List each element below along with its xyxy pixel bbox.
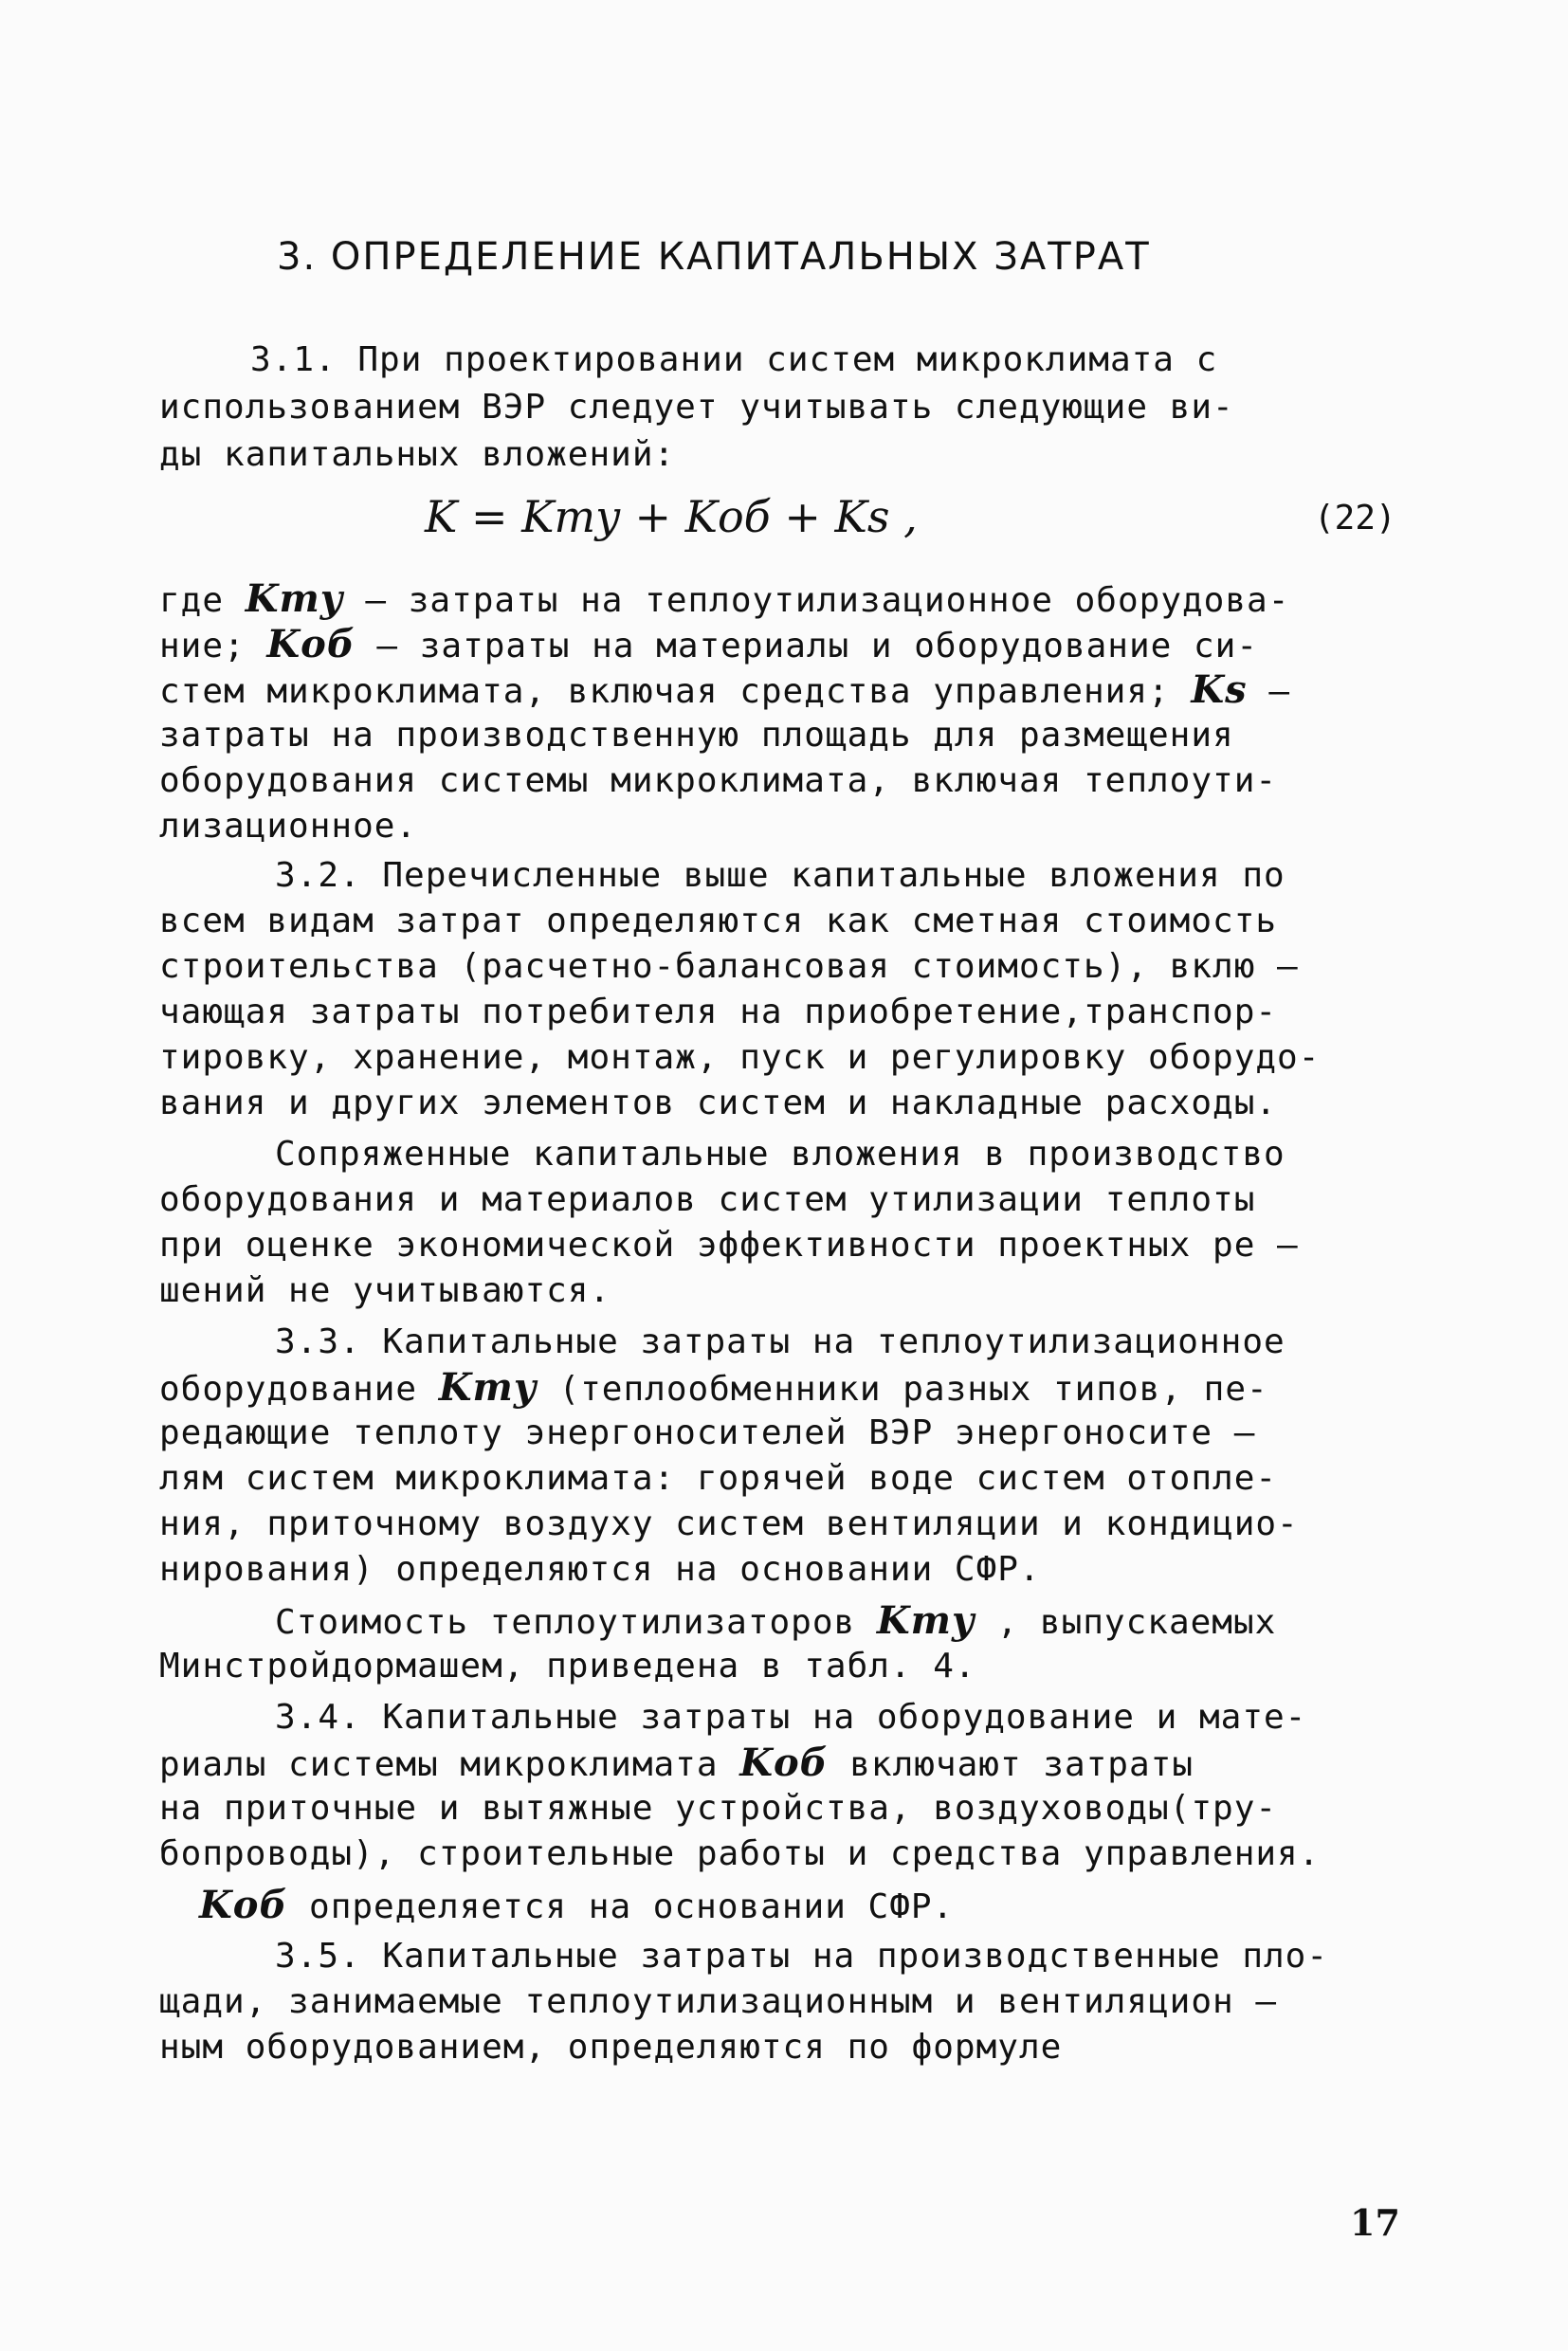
text-fragment: – затраты на материалы и оборудование си- — [355, 627, 1259, 665]
text-fragment: – затраты на теплоутилизационное оборудова- — [343, 581, 1290, 620]
paragraph-line: лизационное. — [159, 807, 418, 846]
paragraph-line: при оценке экономической эффективности проектных ре – — [159, 1226, 1299, 1265]
formula-22: K = Kту + Kоб + Ks , — [425, 491, 918, 542]
paragraph-line: ным оборудованием, определяются по формуле — [159, 2028, 1063, 2067]
paragraph-line: 3.3. Капитальные затраты на теплоутилизационное — [275, 1322, 1285, 1361]
paragraph-line: использованием ВЭР следует учитывать следующие ви- — [159, 388, 1234, 427]
paragraph-line: всем видам затрат определяются как сметная стоимость — [159, 902, 1278, 940]
text-fragment: оборудование — [159, 1370, 439, 1409]
symbol-k-s: Ks — [1191, 667, 1248, 712]
paragraph-line: оборудования системы микроклимата, включая теплоути- — [159, 761, 1278, 800]
paragraph-line: вания и других элементов систем и накладные расходы. — [159, 1084, 1278, 1122]
page-number: 17 — [1350, 2201, 1400, 2244]
text-fragment: , выпускаемых — [975, 1603, 1277, 1642]
paragraph-line: ния, приточному воздуху систем вентиляции и кондицио- — [159, 1504, 1299, 1543]
section-heading: 3. ОПРЕДЕЛЕНИЕ КАПИТАЛЬНЫХ ЗАТРАТ — [277, 235, 1151, 279]
paragraph-line: ды капитальных вложений: — [159, 435, 676, 474]
paragraph-line: лям систем микроклимата: горячей воде систем отопле- — [159, 1459, 1278, 1498]
paragraph-line: 3.2. Перечисленные выше капитальные вложения по — [275, 856, 1285, 895]
paragraph-line: щади, занимаемые теплоутилизационным и вентиляцион – — [159, 1982, 1278, 2021]
paragraph-line — [159, 576, 1430, 624]
paragraph-line: нирования) определяются на основании СФР. — [159, 1550, 1041, 1589]
paragraph-line: бопроводы), строительные работы и средства управления. — [159, 1834, 1321, 1873]
paragraph-line: оборудования и материалов систем утилизации теплоты — [159, 1180, 1256, 1219]
paragraph-line — [159, 667, 1430, 715]
text-fragment: – — [1247, 672, 1290, 711]
equation-number: (22) — [1314, 499, 1396, 538]
text-fragment: риалы системы микроклимата — [159, 1745, 740, 1784]
paragraph-line — [159, 1365, 1430, 1412]
text-fragment: Стоимость теплоутилизаторов — [275, 1603, 877, 1642]
text-fragment: ние; — [159, 627, 267, 665]
symbol-k-tu: Kту — [876, 1598, 975, 1643]
paragraph-line: чающая затраты потребителя на приобретение,транспор- — [159, 993, 1278, 1031]
paragraph-line: на приточные и вытяжные устройства, воздуховоды(тру- — [159, 1789, 1278, 1828]
symbol-k-ob: Kоб — [266, 622, 356, 666]
text-fragment: (теплообменники разных типов, пе- — [537, 1370, 1268, 1409]
paragraph-line: строительства (расчетно-балансовая стоимость), вклю – — [159, 947, 1299, 986]
paragraph-line: Сопряженные капитальные вложения в производство — [275, 1135, 1285, 1174]
paragraph-line: затраты на производственную площадь для размещения — [159, 716, 1234, 755]
text-fragment: стем микроклимата, включая средства управления; — [159, 672, 1192, 711]
paragraph-line: редающие теплоту энергоносителей ВЭР энергоносите – — [159, 1413, 1256, 1452]
text-fragment: включают затраты — [828, 1745, 1194, 1784]
paragraph-line: 3.5. Капитальные затраты на производственные пло- — [275, 1937, 1329, 1976]
paragraph-line: Минстройдормашем, приведена в табл. 4. — [159, 1647, 976, 1686]
symbol-k-tu: Kту — [438, 1365, 538, 1410]
paragraph-line — [159, 1740, 1430, 1788]
text-fragment: где — [159, 581, 246, 620]
paragraph-line — [275, 1598, 1545, 1646]
paragraph-line: 3.4. Капитальные затраты на оборудование и мате- — [275, 1698, 1307, 1737]
paragraph-line: 3.1. При проектировании систем микроклимата с — [250, 340, 1218, 379]
paragraph-line — [159, 622, 1430, 669]
paragraph-line — [199, 1883, 1469, 1930]
symbol-k-ob: Kоб — [199, 1883, 288, 1927]
paragraph-line: шений не учитываются. — [159, 1271, 611, 1310]
symbol-k-tu: Kту — [245, 576, 344, 621]
paragraph-line: тировку, хранение, монтаж, пуск и регулировку оборудо- — [159, 1038, 1321, 1077]
symbol-k-ob: Kоб — [739, 1740, 829, 1785]
text-fragment: определяется на основании СФР. — [287, 1887, 955, 1926]
